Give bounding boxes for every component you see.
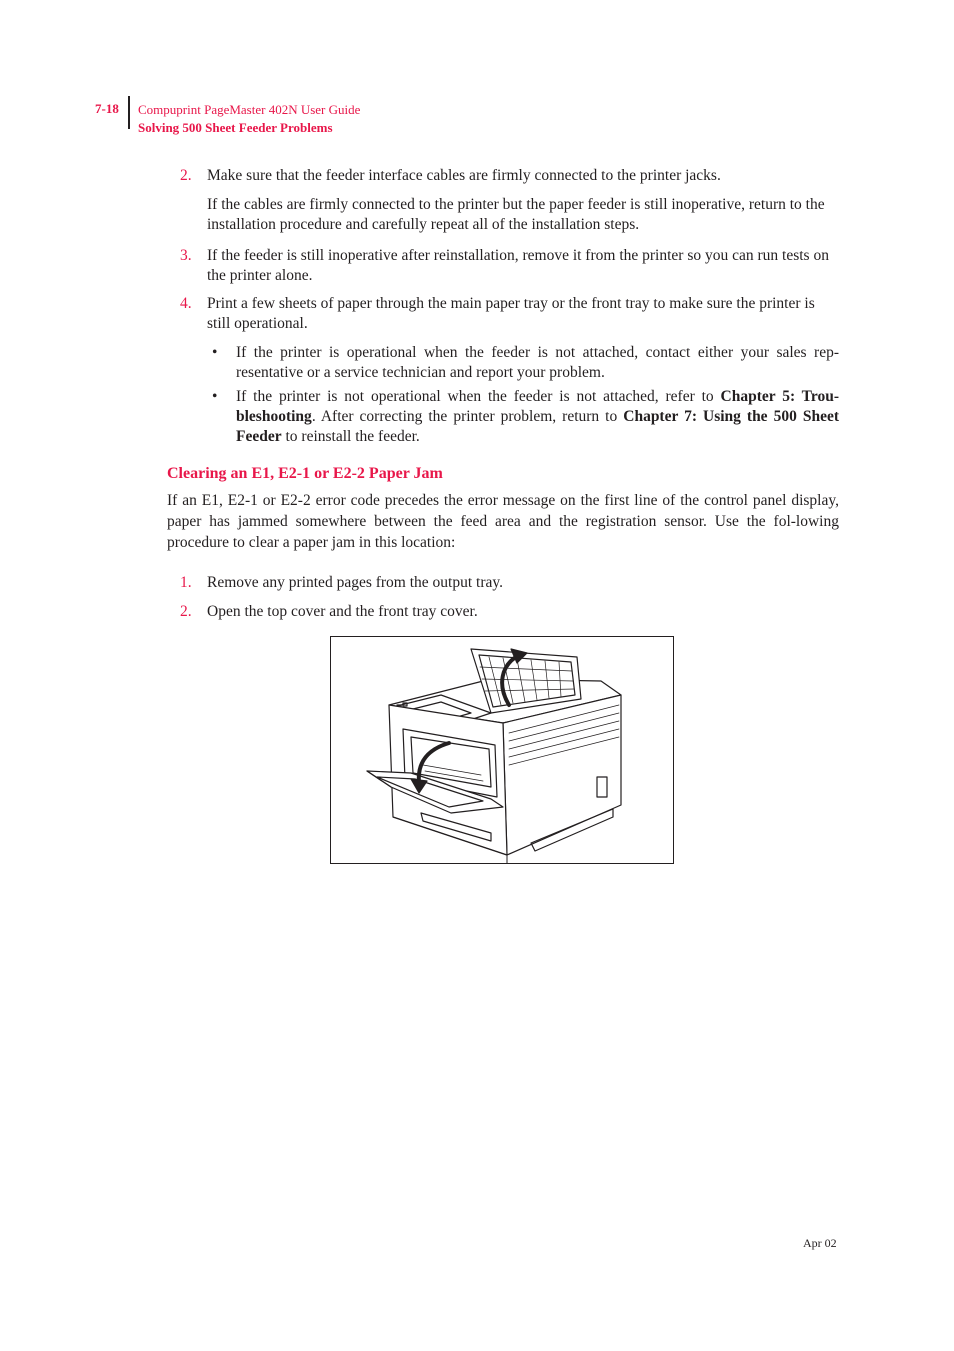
page-footer-date: Apr 02 xyxy=(803,1236,837,1250)
page-number: 7-18 xyxy=(95,101,119,116)
step-number: 1. xyxy=(180,574,192,591)
bullet-text: . After correcting the printer problem, return to xyxy=(311,408,624,425)
section-heading: Clearing an E1, E2-1 or E2-2 Paper Jam xyxy=(167,465,443,482)
intro-paragraph: If an E1, E2-1 or E2-2 error code precedes the error message on the first line of the control panel display, paper has jammed somewhere between the feed area and the registration sensor. Use the fol-lowing procedure to clear a paper jam in this location: xyxy=(167,492,839,551)
step-text: If the feeder is still inoperative after reinstallation, remove it from the printer so you can run tests on the printer alone. xyxy=(207,247,829,284)
step-text: Open the top cover and the front tray cover. xyxy=(207,603,478,620)
step-text: Remove any printed pages from the output tray. xyxy=(207,574,503,591)
printer-illustration xyxy=(330,636,674,864)
step-number: 2. xyxy=(180,167,192,184)
bullet-item: If the printer is operational when the feeder is not attached, contact either your sales rep-resentative or a service technician and report your problem. xyxy=(236,344,839,381)
bullet-text: to reinstall the feeder. xyxy=(281,428,420,445)
step-text: Print a few sheets of paper through the main paper tray or the front tray to make sure the printer is still operational. xyxy=(207,295,815,332)
step-text: Make sure that the feeder interface cables are firmly connected to the printer jacks. xyxy=(207,167,721,184)
bullet-symbol: • xyxy=(212,388,218,405)
bullet-item xyxy=(236,387,839,447)
chapter-5-reference: Chapter 5: Trou-bleshooting xyxy=(236,388,839,425)
chapter-7-reference: Chapter 7: Using the 500 Sheet Feeder xyxy=(236,408,839,445)
bullet-text: If the printer is not operational when the feeder is not attached, refer to xyxy=(236,388,721,405)
step-number: 4. xyxy=(180,295,192,312)
step-note: If the cables are firmly connected to the printer but the paper feeder is still inoperative, return to the installation procedure and carefully repeat all of the installation steps. xyxy=(207,196,825,233)
step-number: 2. xyxy=(180,603,192,620)
bullet-symbol: • xyxy=(212,344,218,361)
header-divider xyxy=(128,96,130,129)
step-number: 3. xyxy=(180,247,192,264)
section-title: Solving 500 Sheet Feeder Problems xyxy=(138,120,333,135)
document-title: Compuprint PageMaster 402N User Guide xyxy=(138,102,361,117)
